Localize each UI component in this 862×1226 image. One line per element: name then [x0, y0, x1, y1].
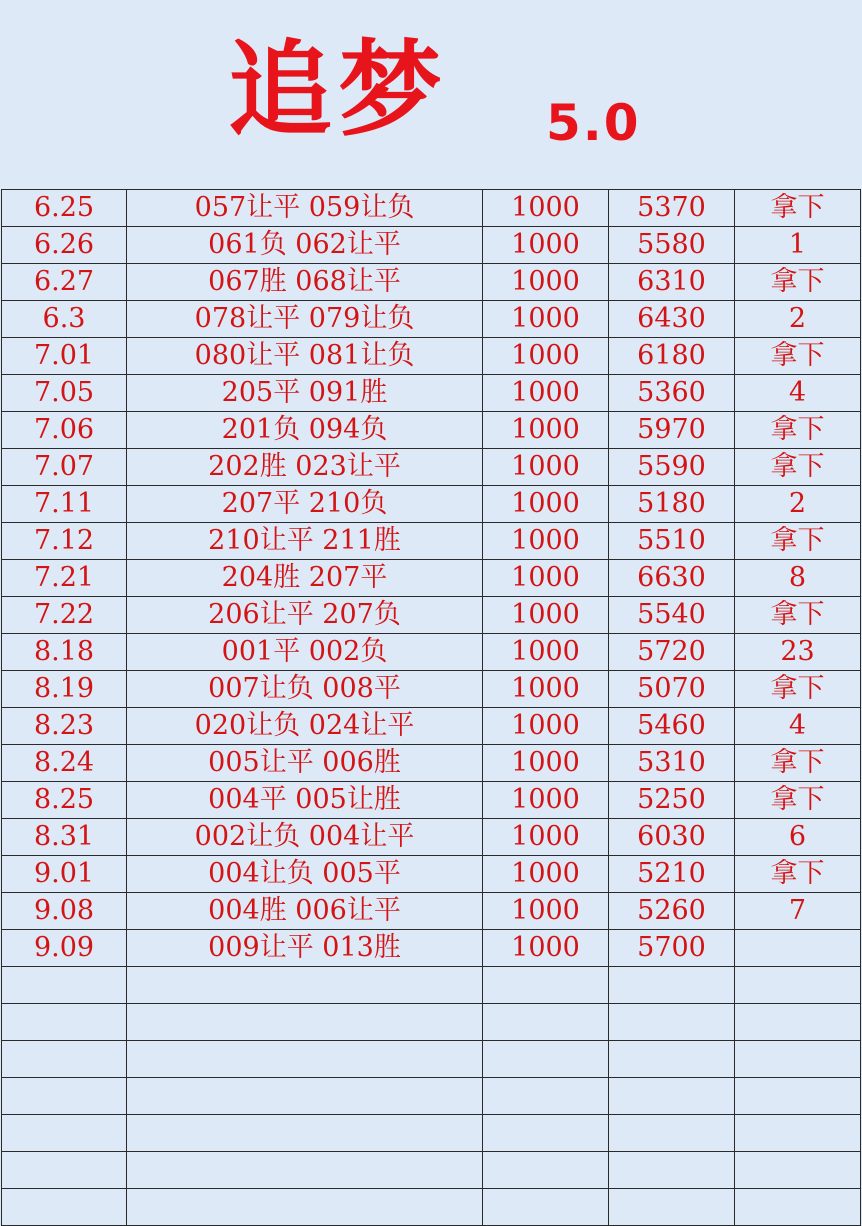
picks-cell — [127, 967, 483, 1004]
date-cell: 9.09 — [2, 930, 127, 967]
picks-cell: 206让平 207负 — [127, 597, 483, 634]
result-cell — [735, 930, 861, 967]
date-cell: 8.23 — [2, 708, 127, 745]
picks-cell: 004让负 005平 — [127, 856, 483, 893]
date-cell: 8.18 — [2, 634, 127, 671]
table-row — [2, 708, 861, 745]
table-row — [2, 819, 861, 856]
return-cell: 5580 — [609, 227, 735, 264]
result-cell: 拿下 — [735, 190, 861, 227]
result-cell: 拿下 — [735, 745, 861, 782]
return-cell: 5210 — [609, 856, 735, 893]
result-cell: 拿下 — [735, 856, 861, 893]
picks-cell: 009让平 013胜 — [127, 930, 483, 967]
picks-cell: 002让负 004让平 — [127, 819, 483, 856]
result-cell — [735, 1004, 861, 1041]
table-row — [2, 745, 861, 782]
table-row — [2, 190, 861, 227]
stake-cell: 1000 — [483, 412, 609, 449]
picks-cell: 001平 002负 — [127, 634, 483, 671]
stake-cell: 1000 — [483, 930, 609, 967]
stake-cell: 1000 — [483, 264, 609, 301]
stake-cell — [483, 1004, 609, 1041]
picks-cell: 004胜 006让平 — [127, 893, 483, 930]
date-cell: 7.07 — [2, 449, 127, 486]
stake-cell — [483, 1078, 609, 1115]
return-cell — [609, 967, 735, 1004]
return-cell — [609, 1078, 735, 1115]
stake-cell: 1000 — [483, 227, 609, 264]
table-row — [2, 412, 861, 449]
date-cell: 6.25 — [2, 190, 127, 227]
date-cell — [2, 1004, 127, 1041]
picks-cell — [127, 1152, 483, 1189]
stake-cell: 1000 — [483, 597, 609, 634]
table-row — [2, 671, 861, 708]
date-cell — [2, 1189, 127, 1226]
record-table-body — [2, 190, 861, 1226]
table-row — [2, 930, 861, 967]
picks-cell — [127, 1078, 483, 1115]
return-cell: 5460 — [609, 708, 735, 745]
stake-cell: 1000 — [483, 190, 609, 227]
date-cell: 8.31 — [2, 819, 127, 856]
date-cell — [2, 1041, 127, 1078]
date-cell: 8.24 — [2, 745, 127, 782]
date-cell — [2, 1152, 127, 1189]
return-cell: 6310 — [609, 264, 735, 301]
result-cell: 拿下 — [735, 671, 861, 708]
return-cell: 5250 — [609, 782, 735, 819]
return-cell: 6180 — [609, 338, 735, 375]
picks-cell: 202胜 023让平 — [127, 449, 483, 486]
result-cell: 拿下 — [735, 338, 861, 375]
stake-cell: 1000 — [483, 671, 609, 708]
stake-cell: 1000 — [483, 893, 609, 930]
stake-cell — [483, 1115, 609, 1152]
picks-cell: 210让平 211胜 — [127, 523, 483, 560]
return-cell: 5360 — [609, 375, 735, 412]
stake-cell: 1000 — [483, 819, 609, 856]
table-row — [2, 227, 861, 264]
return-cell: 6430 — [609, 301, 735, 338]
result-cell: 1 — [735, 227, 861, 264]
result-cell: 8 — [735, 560, 861, 597]
result-cell — [735, 1189, 861, 1226]
table-row — [2, 523, 861, 560]
date-cell: 8.19 — [2, 671, 127, 708]
table-row — [2, 449, 861, 486]
stake-cell: 1000 — [483, 301, 609, 338]
return-cell — [609, 1115, 735, 1152]
stake-cell: 1000 — [483, 523, 609, 560]
picks-cell: 080让平 081让负 — [127, 338, 483, 375]
result-cell: 6 — [735, 819, 861, 856]
date-cell: 9.08 — [2, 893, 127, 930]
table-row — [2, 1041, 861, 1078]
stake-cell — [483, 1152, 609, 1189]
result-cell — [735, 1041, 861, 1078]
table-row — [2, 1189, 861, 1226]
result-cell: 拿下 — [735, 782, 861, 819]
date-cell: 7.22 — [2, 597, 127, 634]
table-row — [2, 1152, 861, 1189]
table-row — [2, 893, 861, 930]
result-cell: 拿下 — [735, 523, 861, 560]
picks-cell: 004平 005让胜 — [127, 782, 483, 819]
date-cell: 6.3 — [2, 301, 127, 338]
picks-cell: 067胜 068让平 — [127, 264, 483, 301]
return-cell: 5590 — [609, 449, 735, 486]
result-cell: 拿下 — [735, 449, 861, 486]
date-cell: 7.05 — [2, 375, 127, 412]
stake-cell: 1000 — [483, 782, 609, 819]
date-cell: 7.12 — [2, 523, 127, 560]
table-row — [2, 597, 861, 634]
return-cell: 6630 — [609, 560, 735, 597]
result-cell: 拿下 — [735, 597, 861, 634]
return-cell: 5540 — [609, 597, 735, 634]
date-cell: 7.21 — [2, 560, 127, 597]
stake-cell: 1000 — [483, 856, 609, 893]
result-cell: 拿下 — [735, 264, 861, 301]
date-cell: 7.11 — [2, 486, 127, 523]
table-row — [2, 967, 861, 1004]
table-row — [2, 1078, 861, 1115]
stake-cell — [483, 1189, 609, 1226]
return-cell: 5070 — [609, 671, 735, 708]
date-cell — [2, 1078, 127, 1115]
result-cell: 2 — [735, 486, 861, 523]
picks-cell — [127, 1041, 483, 1078]
stake-cell: 1000 — [483, 708, 609, 745]
result-cell: 拿下 — [735, 412, 861, 449]
return-cell: 5510 — [609, 523, 735, 560]
date-cell: 8.25 — [2, 782, 127, 819]
picks-cell: 078让平 079让负 — [127, 301, 483, 338]
picks-cell: 057让平 059让负 — [127, 190, 483, 227]
stake-cell: 1000 — [483, 486, 609, 523]
date-cell — [2, 967, 127, 1004]
return-cell: 5260 — [609, 893, 735, 930]
table-row — [2, 486, 861, 523]
stake-cell: 1000 — [483, 338, 609, 375]
result-cell: 4 — [735, 375, 861, 412]
date-cell — [2, 1115, 127, 1152]
date-cell: 7.06 — [2, 412, 127, 449]
return-cell: 6030 — [609, 819, 735, 856]
return-cell: 5180 — [609, 486, 735, 523]
header — [0, 0, 862, 188]
table-row — [2, 375, 861, 412]
table-row — [2, 1004, 861, 1041]
return-cell: 5700 — [609, 930, 735, 967]
picks-cell: 201负 094负 — [127, 412, 483, 449]
picks-cell — [127, 1004, 483, 1041]
result-cell — [735, 967, 861, 1004]
stake-cell: 1000 — [483, 745, 609, 782]
table-row — [2, 1115, 861, 1152]
version-label: 5.0 — [546, 94, 641, 152]
table-row — [2, 338, 861, 375]
stake-cell: 1000 — [483, 375, 609, 412]
picks-cell — [127, 1115, 483, 1152]
return-cell: 5970 — [609, 412, 735, 449]
return-cell — [609, 1004, 735, 1041]
return-cell: 5720 — [609, 634, 735, 671]
picks-cell — [127, 1189, 483, 1226]
result-cell — [735, 1152, 861, 1189]
return-cell — [609, 1152, 735, 1189]
stake-cell: 1000 — [483, 560, 609, 597]
picks-cell: 207平 210负 — [127, 486, 483, 523]
result-cell: 7 — [735, 893, 861, 930]
table-row — [2, 782, 861, 819]
return-cell — [609, 1041, 735, 1078]
page-title: 追梦 — [228, 28, 449, 151]
date-cell: 6.26 — [2, 227, 127, 264]
date-cell: 7.01 — [2, 338, 127, 375]
table-row — [2, 301, 861, 338]
return-cell: 5370 — [609, 190, 735, 227]
picks-cell: 020让负 024让平 — [127, 708, 483, 745]
result-cell — [735, 1078, 861, 1115]
date-cell: 6.27 — [2, 264, 127, 301]
result-cell: 23 — [735, 634, 861, 671]
table-row — [2, 634, 861, 671]
stake-cell: 1000 — [483, 449, 609, 486]
picks-cell: 005让平 006胜 — [127, 745, 483, 782]
stake-cell — [483, 1041, 609, 1078]
stake-cell: 1000 — [483, 634, 609, 671]
picks-cell: 061负 062让平 — [127, 227, 483, 264]
picks-cell: 205平 091胜 — [127, 375, 483, 412]
picks-cell: 007让负 008平 — [127, 671, 483, 708]
result-cell: 2 — [735, 301, 861, 338]
result-cell: 4 — [735, 708, 861, 745]
date-cell: 9.01 — [2, 856, 127, 893]
table-row — [2, 856, 861, 893]
return-cell — [609, 1189, 735, 1226]
record-table — [1, 189, 861, 1226]
stake-cell — [483, 967, 609, 1004]
result-cell — [735, 1115, 861, 1152]
table-row — [2, 264, 861, 301]
return-cell: 5310 — [609, 745, 735, 782]
picks-cell: 204胜 207平 — [127, 560, 483, 597]
table-row — [2, 560, 861, 597]
